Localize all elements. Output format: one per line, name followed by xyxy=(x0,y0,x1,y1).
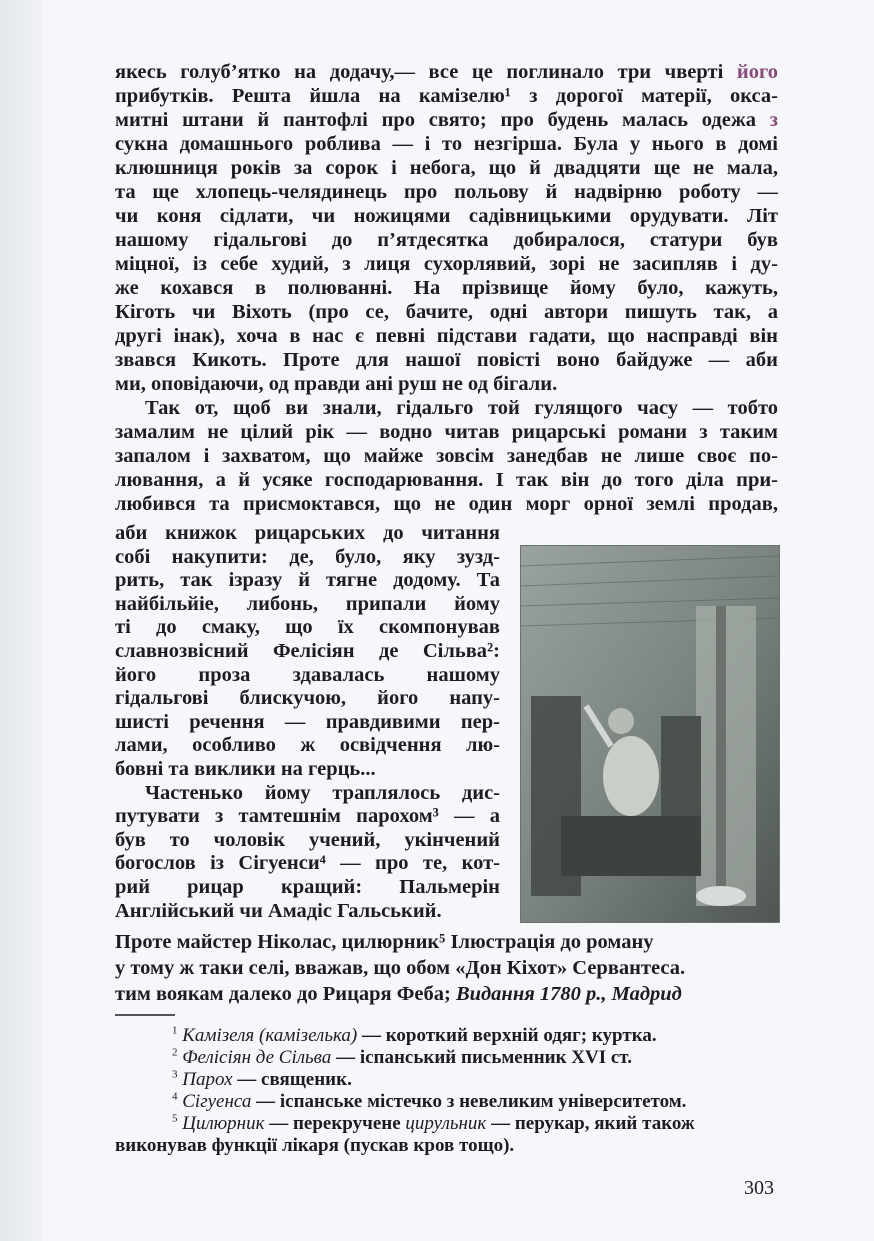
column-text-line: був то чоловік учений, укінчений xyxy=(115,828,500,851)
text-line: Кіготь чи Віхоть (про се, бачите, одні автори пишуть так, а xyxy=(115,301,778,323)
column-text-line: славнозвісний Фелісіян де Сільва²: xyxy=(115,640,500,662)
text-line-with-caption xyxy=(115,982,778,1006)
text-line: Так от, щоб ви знали, гідальго той гулящого часу — тобто xyxy=(145,397,778,419)
text-line: запалом і захватом, що майже зовсім занедбав не лише своє по- xyxy=(115,445,778,467)
column-text-line: рий рицар кращий: Пальмерін xyxy=(115,876,500,898)
footnote-5-continuation: виконував функції лікаря (пускав кров тощо). xyxy=(115,1135,515,1156)
column-text-line: аби книжок рицарських до читання xyxy=(115,522,500,544)
text-line: клюшниця років за сорок і небога, що й двадцяти ще не мала, xyxy=(115,157,778,179)
text-segment: якесь голуб’ятко на додачу,— все це поглинало три чверті xyxy=(115,61,724,83)
text-line xyxy=(115,60,778,84)
text-line: замалим не цілий рік — водно читав рицарські романи з таким xyxy=(115,421,778,443)
text-line: нашому гідальгові до п’ятдесятка добиралося, статури був xyxy=(115,229,778,251)
text-line: лювання, а й усяке господарювання. І так він до того діла при- xyxy=(115,469,778,491)
column-text-line: шисті речення — правдивими пер- xyxy=(115,710,500,733)
text-line: сукна домашнього роблива — і то незгірша. Була у нього в домі xyxy=(115,133,778,155)
text-line: ми, оповідаючи, од правди ані руш не од бігали. xyxy=(115,373,558,395)
text-line xyxy=(115,108,778,132)
column-text-line: рить, так ізразу й тягне додому. Та xyxy=(115,569,500,592)
text-line: любився та присмоктався, що не один морг орної землі продав, xyxy=(115,493,778,515)
text-line: міцної, із себе худий, з лиця сухорлявий, зорі не засипляв і ду- xyxy=(115,253,778,275)
footnote-5: $^5$ Цилюрник — перекручене цирульник — перукар, який також xyxy=(172,1112,695,1134)
scan-margin xyxy=(0,0,42,1241)
column-text-line: Частенько йому траплялось дис- xyxy=(145,781,500,804)
highlighted-word: з xyxy=(769,109,779,131)
text-line: чи коня сідлати, чи ножицями садівницькими орудувати. Літ xyxy=(115,205,778,227)
column-text-line: його проза здавалась нашому xyxy=(115,663,500,686)
text-segment: Проте майстер Ніколас, цилюрник⁵ xyxy=(115,931,446,953)
footnote-4: $^4$ Сігуенса — іспанське містечко з невеликим університетом. xyxy=(172,1090,687,1112)
column-text-line: лами, особливо ж освідчення лю- xyxy=(115,734,500,757)
column-text-line: собі накупити: де, було, яку зузд- xyxy=(115,545,500,568)
column-text-line: ті до смаку, що їх скомпонував xyxy=(115,616,500,639)
text-segment: у тому ж таки селі, вважав, що обом xyxy=(115,957,451,979)
text-line-with-caption xyxy=(115,956,778,980)
text-line: другі інак), хоча в нас є певні підстави гадати, що насправді він xyxy=(115,325,778,347)
footnote-divider xyxy=(115,1014,175,1016)
illustration-caption: «Дон Кіхот» Сервантеса. xyxy=(455,957,686,979)
illustration-caption: Видання 1780 р., Мадрид xyxy=(455,983,682,1005)
text-segment: тим воякам далеко до Рицаря Феба; xyxy=(115,983,451,1005)
don-quixote-illustration xyxy=(520,545,780,923)
column-text-line: Англійський чи Амадіс Гальський. xyxy=(115,899,442,922)
text-line: та ще хлопець-челядинець про польову й надвірню роботу — xyxy=(115,181,778,203)
illustration-caption: Ілюстрація до роману xyxy=(450,931,654,953)
text-line: прибутків. Решта йшла на камізелю¹ з дорогої матерії, окса- xyxy=(115,85,778,107)
text-line: же кохався в полюванні. На прізвище йому було, кажуть, xyxy=(115,277,778,299)
column-text-line: гідальгові блискучою, його напу- xyxy=(115,687,500,710)
footnote-2: $^2$ Фелісіян де Сільва — іспанський письменник XVI ст. xyxy=(172,1046,632,1068)
footnote-3: $^3$ Парох — священик. xyxy=(172,1068,352,1090)
text-segment: митні штани й пантофлі про свято; про будень малась одежа xyxy=(115,109,756,131)
text-line: звався Кикоть. Проте для нашої повісті воно байдуже — аби xyxy=(115,349,778,371)
footnote-1: $^1$ Камізеля (камізелька) — короткий верхній одяг; куртка. xyxy=(172,1024,657,1046)
column-text-line: найбільйіе, либонь, припали йому xyxy=(115,592,500,615)
column-text-line: богослов із Сігуенси⁴ — про те, кот- xyxy=(115,852,500,875)
page-number: 303 xyxy=(744,1177,774,1199)
column-text-line: бовні та виклики на герць... xyxy=(115,758,376,780)
column-text-line: путувати з тамтешнім парохом³ — а xyxy=(115,805,500,828)
text-line-with-caption xyxy=(115,930,778,954)
highlighted-word: його xyxy=(736,61,779,83)
